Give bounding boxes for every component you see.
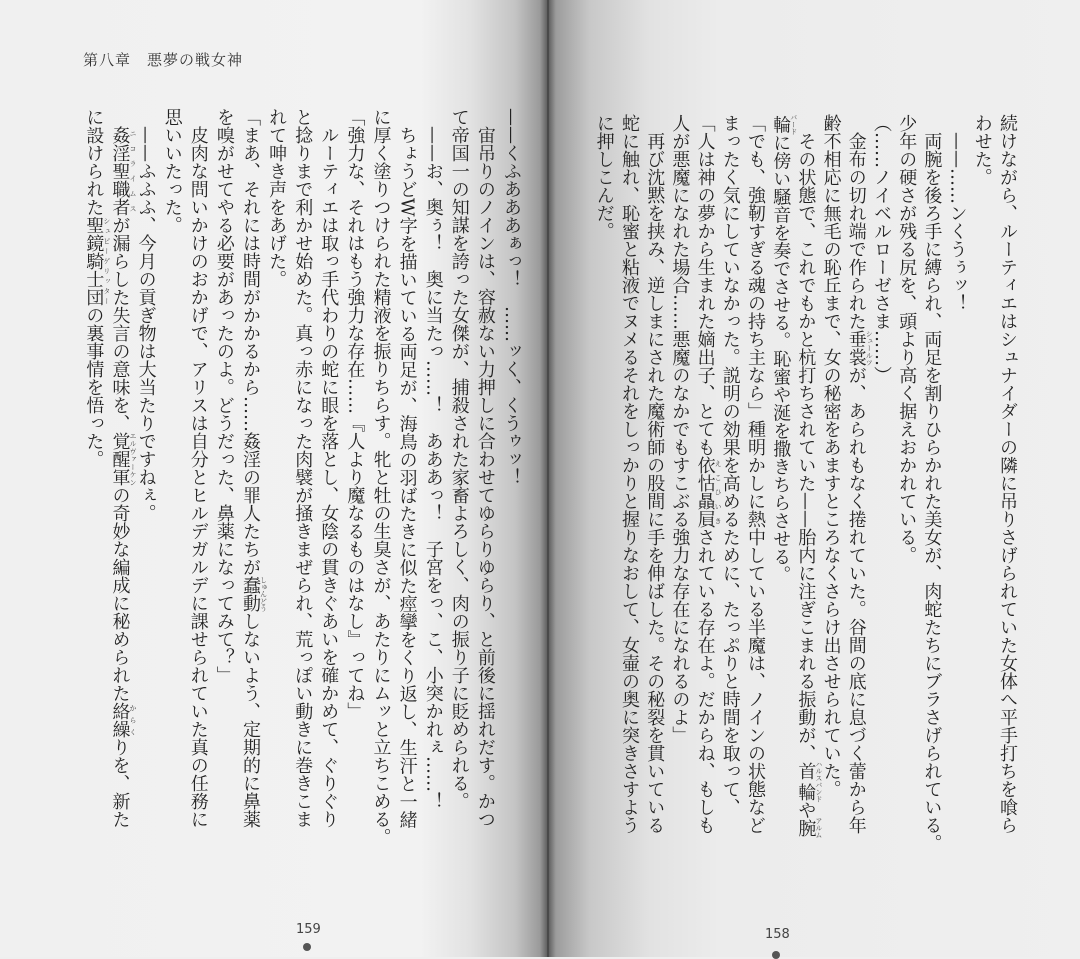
text-run: りを、新た [109, 738, 131, 828]
text-run: その状態で、これでもかと杭打ちされていた——胎内に注ぎこまれる振動が、 [795, 114, 817, 762]
text-run: の裏事情を悟った。 [83, 306, 105, 468]
ruby-base: 姦淫聖職者 [109, 126, 131, 216]
ruby-base: 垂裳 [845, 330, 867, 366]
text-line [847, 114, 874, 834]
ruby-base: 輪 [770, 114, 792, 135]
text-line [921, 114, 943, 852]
page-dot-marker [303, 943, 311, 951]
text-run: ちょうどW字を描いている両足が、海鳥の羽ばたきに似た痙攣をくり返し、生汗と一緒 [396, 108, 418, 829]
text-run: 両腕を後ろ手に縛られ、両足を割りひらかれた美女が、肉蛇たちにブラさげられている。 [921, 114, 943, 852]
text-line [771, 114, 798, 584]
text-run: 皮肉な問いかけのおかげで、アリスは自分とヒルデガルデに課せられていた真の任務に [187, 108, 209, 828]
text-run: 再び沈黙を挟み、逆しまにされた魔術師の股間に手を伸ばした。その秘裂を貫いている [644, 114, 666, 834]
text-run: 少年の硬さが残る尻を、頭より高く据えおかれている。 [896, 114, 918, 564]
ruby-base: 依怙贔屓 [694, 456, 716, 528]
ruby-reading: エルヴァーケン [129, 432, 137, 486]
text-run: ——ふふふ、今月の貢ぎ物は大当たりですねぇ。 [135, 108, 157, 522]
page-dot-marker [772, 951, 780, 959]
text-line [189, 108, 207, 828]
text-run [110, 108, 131, 126]
text-line [696, 114, 723, 834]
text-run: ——くふあああぁっ！ ……ッく、くうゥッ！ [501, 108, 522, 486]
ruby-base: 覚醒軍 [109, 432, 131, 486]
text-line [872, 114, 890, 384]
text-line [644, 114, 666, 834]
text-run: ——……ンくうぅッ！ [946, 114, 968, 312]
ruby-reading: シュピーゲリッター [102, 216, 111, 306]
text-line [721, 114, 739, 816]
text-run: されている存在よ。だからね、もしも [694, 528, 716, 834]
ruby-reading: しゅんどう [259, 576, 268, 612]
text-run: しないよう、定期的に鼻薬 [240, 612, 261, 828]
text-run: 「強力な、それはもう強力な存在……『人より魔なるものはなし』ってね」 [344, 108, 366, 720]
text-run: 「人は神の夢から生まれた嫡出子、とても [694, 114, 716, 456]
text-line [318, 108, 340, 828]
text-line [948, 114, 966, 312]
text-line [620, 114, 638, 834]
ruby-base: 蠢動 [240, 576, 261, 612]
text-line [398, 108, 416, 829]
text-run: わせた。 [971, 114, 993, 186]
running-head: 第八章 悪夢の戦女神 [83, 51, 244, 69]
text-run: （……ノイベルローゼさま……） [871, 114, 892, 384]
text-line [266, 108, 288, 288]
text-line [163, 108, 181, 234]
ruby-reading: ニコライムス [129, 126, 137, 216]
ruby-word [795, 760, 823, 803]
text-run: に傍い騒音を奏でさせる。恥蜜や涎を撒きちらさせる。 [770, 133, 792, 584]
text-run: を嗅がせてやる必要があったのよ。どうだった、鼻薬になってみて？」 [213, 108, 235, 684]
text-run: まったく気にしていなかった。説明の効果を高めるために、たっぷりと時間を取って、 [719, 114, 741, 816]
text-line [822, 114, 840, 798]
ruby-word [845, 330, 874, 366]
ruby-reading: ハルスバンド [814, 760, 823, 803]
ruby-reading: バード [789, 114, 798, 135]
text-line [241, 108, 268, 828]
text-line [502, 108, 520, 486]
text-run: に設けられた [83, 108, 105, 216]
text-run: や [795, 801, 817, 819]
text-line [111, 108, 138, 828]
page-number: 159 [296, 922, 321, 937]
text-line [424, 108, 442, 810]
text-run: 齢不相応に無毛の恥丘まで、女の秘密をあますところなくさらけ出させられていた。 [820, 114, 842, 798]
text-run: 蛇に触れ、恥蜜と粘液でヌメるそれをしっかりと握りなおして、女壷の奥に突きさすよう [619, 114, 640, 834]
text-line [973, 114, 991, 186]
text-line [998, 114, 1016, 834]
text-run: と捻りまで利かせ始めた。真っ赤になった肉襞が掻きまぜられ、荒っぽい動きに巻きこま [292, 108, 314, 828]
text-line [344, 108, 366, 720]
text-run: 思いいたった。 [161, 108, 183, 234]
text-run: が漏らした失言の意味を、 [109, 216, 131, 432]
text-run: れて呻き声をあげた。 [266, 108, 288, 288]
text-run: 宙吊りのノインは、容赦ない力押しに合わせてゆらりゆらり、と前後に揺れだす。かつ [474, 108, 496, 828]
ruby-word [240, 576, 268, 612]
ruby-word [795, 817, 823, 839]
text-line [450, 108, 468, 810]
ruby-word [694, 456, 723, 528]
text-line [84, 108, 111, 468]
text-line [796, 114, 823, 839]
ruby-reading: シュールツ [865, 330, 874, 366]
text-run: に押しこんだ。 [593, 114, 615, 240]
text-run: 「でも、強靭すぎる魂の持ち主なら」種明かしに熱中している半魔は、ノインの状態など [745, 114, 766, 834]
ruby-base: 絡繰 [109, 702, 131, 738]
text-run: 人が悪魔になれた場合……悪魔のなかでもすこぶる強力な存在になれるのよ」 [669, 114, 691, 744]
text-line [476, 108, 494, 828]
text-run: が、あられもなく捲れていた。谷間の底に息づく蕾から年 [845, 366, 867, 834]
ruby-word [109, 126, 137, 216]
text-line [215, 108, 233, 684]
book-gutter [547, 0, 549, 957]
ruby-base: 聖鏡騎士団 [83, 216, 105, 306]
text-line [669, 114, 691, 744]
ruby-base: 腕 [795, 817, 817, 839]
ruby-reading: からく [129, 702, 137, 738]
text-run: 「まあ、それには時間がかかるから……姦淫の罪人たちが [240, 108, 261, 576]
text-run: ルーティエは取っ手代わりの蛇に眼を落とし、女陰の貫きぐあいを確かめて、ぐりぐり [318, 108, 340, 828]
text-run: 続けながら、ルーティエはシュナイダーの隣に吊りさげられていた女体へ平手打ちを喰ら [997, 114, 1018, 834]
ruby-reading: えこひいき [714, 456, 723, 528]
text-line [896, 114, 918, 564]
page-number: 158 [765, 927, 790, 942]
ruby-word [83, 216, 111, 306]
text-line [595, 114, 613, 240]
text-run: 金布の切れ端で作られた [845, 114, 867, 330]
ruby-word [109, 432, 137, 486]
text-line [292, 108, 314, 828]
ruby-reading: アルム [814, 817, 823, 839]
text-line [372, 108, 390, 846]
text-line [746, 114, 764, 834]
text-line [137, 108, 155, 522]
text-run: て帝国一の知謀を誇った女傑が、捕殺された家畜よろしく、肉の振り子に貶められる。 [448, 108, 470, 810]
text-run: の奇妙な編成に秘められた [109, 486, 131, 702]
ruby-word [109, 702, 137, 738]
text-run: ——お、奥ぅ！ 奥に当たっ……！ あああっ！ 子宮をっ、こ、小突かれぇ……！ [422, 108, 444, 810]
ruby-base: 首輪 [795, 760, 817, 803]
text-run: に厚く塗りつけられた精液を振りちらす。牝と牡の生臭さが、あたりにムッと立ちこめる。 [370, 108, 392, 846]
ruby-word [770, 114, 798, 135]
